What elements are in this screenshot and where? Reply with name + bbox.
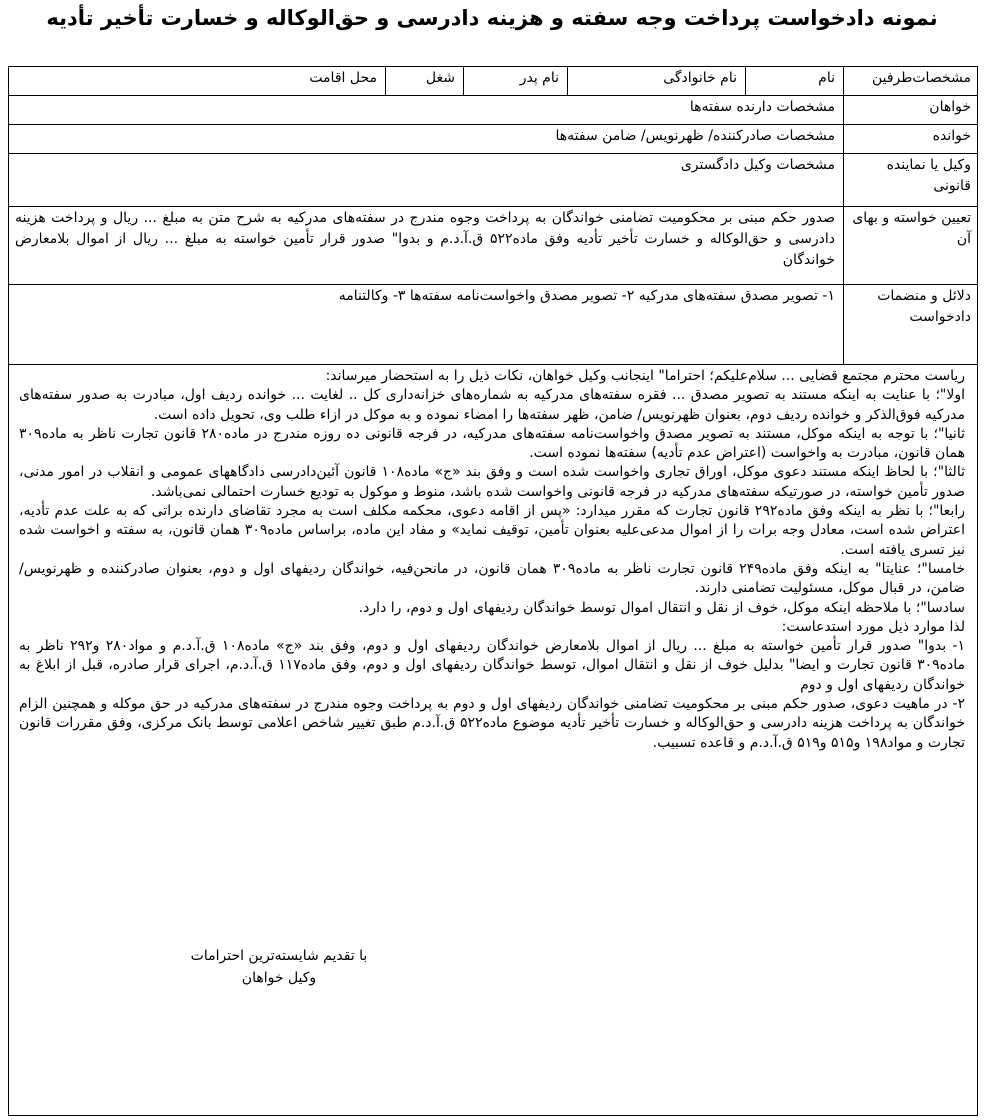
claim-row bbox=[9, 207, 977, 285]
field-first-name: نام bbox=[745, 67, 843, 95]
attorney-value: مشخصات وکیل دادگستری bbox=[680, 157, 835, 173]
claim-label: تعیین خواسته و بهای آن bbox=[843, 207, 977, 284]
defendant-label: خوانده bbox=[843, 125, 977, 153]
body-paragraph-fifth: خامسا"؛ عنایتا" به اینکه وفق ماده۲۴۹ قانون تجارت ناظر به ماده۳۰۹ همان قانون، در مانحن‌فیه، خواندگان ردیفهای اول و دوم، بعنوان صادرکننده و ظهرنویس/ضامن، در قبال موکل، مسئولیت تضامنی دارند. bbox=[19, 560, 965, 597]
defendant-value: مشخصات صادرکننده/ ظهرنویس/ ضامن سفته‌ها bbox=[555, 128, 835, 144]
parties-label: مشخصات‌طرفین bbox=[843, 67, 977, 95]
parties-fields bbox=[9, 67, 843, 95]
field-father-name: نام پدر bbox=[463, 67, 567, 95]
claim-value: صدور حکم مبنی بر محکومیت تضامنی خواندگان به پرداخت وجوه مندرج در سفته‌های مدرکیه به شرح متن به مبلغ ... ریال و پرداخت هزینه دادرسی و حق‌الوکاله و خسارت تأخیر تأدیه وفق ماده۵۲۲ ق.آ.د.م و بدوا" صدور قرار تأمین خواسته به مبلغ ... ریال از اموال بلامعارض خواندگان bbox=[15, 210, 835, 268]
body-paragraph-requests-intro: لذا موارد ذیل مورد استدعاست: bbox=[781, 618, 965, 635]
evidence-label: دلائل و منضمات دادخواست bbox=[843, 285, 977, 364]
attorney-label: وکیل یا نماینده قانونی bbox=[843, 154, 977, 206]
parties-header-row bbox=[9, 67, 977, 96]
body-paragraph-fourth: رابعا"؛ با نظر به اینکه وفق ماده۲۹۲ قانون تجارت که مقرر میدارد: «پس از اقامه دعوی، محکمه مکلف است به مجرد تقاضای دارنده براتی که به علت عدم تأدیه، اعتراض شده است، معادل وجه برات را از اموال مدعی‌علیه بعنوان تأمین، توقیف نماید» و مفاد این ماده، براساس ماده۳۰۹ همان قانون، به سفته و اخواست شده نیز تسری یافته است. bbox=[19, 503, 965, 558]
petition-body bbox=[9, 365, 977, 1115]
document-title: نمونه دادخواست پرداخت وجه سفته و هزینه دادرسی و حق‌الوکاله و خسارت تأخیر تأدیه bbox=[46, 6, 938, 30]
field-residence: محل اقامت bbox=[309, 70, 377, 86]
petition-form bbox=[8, 66, 978, 1116]
plaintiff-label: خواهان bbox=[843, 96, 977, 124]
closing-text: با تقدیم شایسته‌ترین احترامات bbox=[190, 948, 368, 964]
body-paragraph-sixth: سادسا"؛ با ملاحظه اینکه موکل، خوف از نقل و انتقال اموال توسط خواندگان ردیفهای اول و دوم، را دارد. bbox=[358, 599, 965, 616]
body-paragraph-third: ثالثا"؛ با لحاظ اینکه مستند دعوی موکل، اوراق تجاری واخواست شده است و وفق بند «ج» ماده۱۰۸ قانون آئین‌دادرسی دادگاههای عمومی و انقلاب در امور مدنی، صدور تأمین خواسته، در صورتیکه سفته‌های مدرکیه در فرجه قانونی واخواست شده باشد، منوط و موکول به تودیع خسارت احتمالی نمی‌باشد. bbox=[19, 464, 965, 500]
body-paragraph-greeting: ریاست محترم مجتمع قضایی ... سلام‌علیکم؛ احتراما" اینجانب وکیل خواهان، نکات ذیل را به استحضار میرساند: bbox=[325, 368, 965, 384]
body-paragraph-second: ثانیا"؛ با توجه به اینکه موکل، مستند به تصویر مصدق واخواست‌نامه سفته‌های مدرکیه، در فرجه قانونی ده روزه مندرج در ماده۲۸۰ قانون تجارت ناظر به ماده۳۰۹ همان قانون، مبادرت به واخواست (اعتراض عدم تأدیه) سفته‌ها نموده است. bbox=[19, 425, 965, 462]
field-last-name: نام خانوادگی bbox=[567, 67, 745, 95]
body-paragraph-request-2: ۲- در ماهیت دعوی، صدور حکم مبنی بر محکومیت تضامنی خواندگان ردیفهای اول و دوم به پرداخت وجوه مندرج در سفته‌های مدرکیه در حق موکله و همچنین الزام خواندگان به پرداخت هزینه دادرسی و حق‌الوکاله و خسارت تأخیر تأدیه موضوع ماده۵۲۲ ق.آ.د.م طبق تغییر شاخص اعلامی توسط بانک مرکزی، وفق مقررات قانون تجارت و مواد۱۹۸ و۵۱۵ و۵۱۹ ق.آ.د.م و قاعده تسبیب. bbox=[19, 696, 965, 751]
plaintiff-row bbox=[9, 96, 977, 125]
field-occupation: شغل bbox=[385, 67, 463, 95]
defendant-row bbox=[9, 125, 977, 154]
evidence-row bbox=[9, 285, 977, 365]
signature-text: وکیل خواهان bbox=[241, 970, 317, 986]
body-paragraph-first: اولا"؛ با عنایت به اینکه مستند به تصویر مصدق ... فقره سفته‌های مدرکیه به شماره‌های خزانه‌داری کل .. لغایت ... خوانده ردیف اول، مبادرت به صدور سفته‌های مدرکیه فوق‌الذکر و خوانده ردیف دوم، بعنوان ظهرنویس/ ضامن، ظهر سفته‌ها را امضاء نموده و به موکل در ازاء طلب وی، تحویل داده است. bbox=[19, 387, 965, 423]
body-paragraph-request-1: ۱- بدوا" صدور قرار تأمین خواسته به مبلغ ... ریال از اموال بلامعارض خواندگان ردیفهای اول و دوم، وفق بند «ج» ماده۱۰۸ ق.آ.د.م و مواد۲۸۰ و۲۹۲ ناظر به ماده۳۰۹ قانون تجارت و ایضا" بدلیل خوف از نقل و انتقال اموال، توسط خواندگان ردیفهای اول و دوم، وفق ماده۱۱۷ ق.آ.د.م، اجرای قرار صادره، قبل از ابلاغ به خواندگان ردیفهای اول و دوم bbox=[19, 638, 965, 693]
attorney-row bbox=[9, 154, 977, 207]
evidence-value: ۱- تصویر مصدق سفته‌های مدرکیه ۲- تصویر مصدق واخواست‌نامه سفته‌ها ۳- وکالتنامه bbox=[338, 288, 835, 304]
signature-block bbox=[159, 945, 399, 989]
plaintiff-value: مشخصات دارنده سفته‌ها bbox=[689, 99, 835, 115]
